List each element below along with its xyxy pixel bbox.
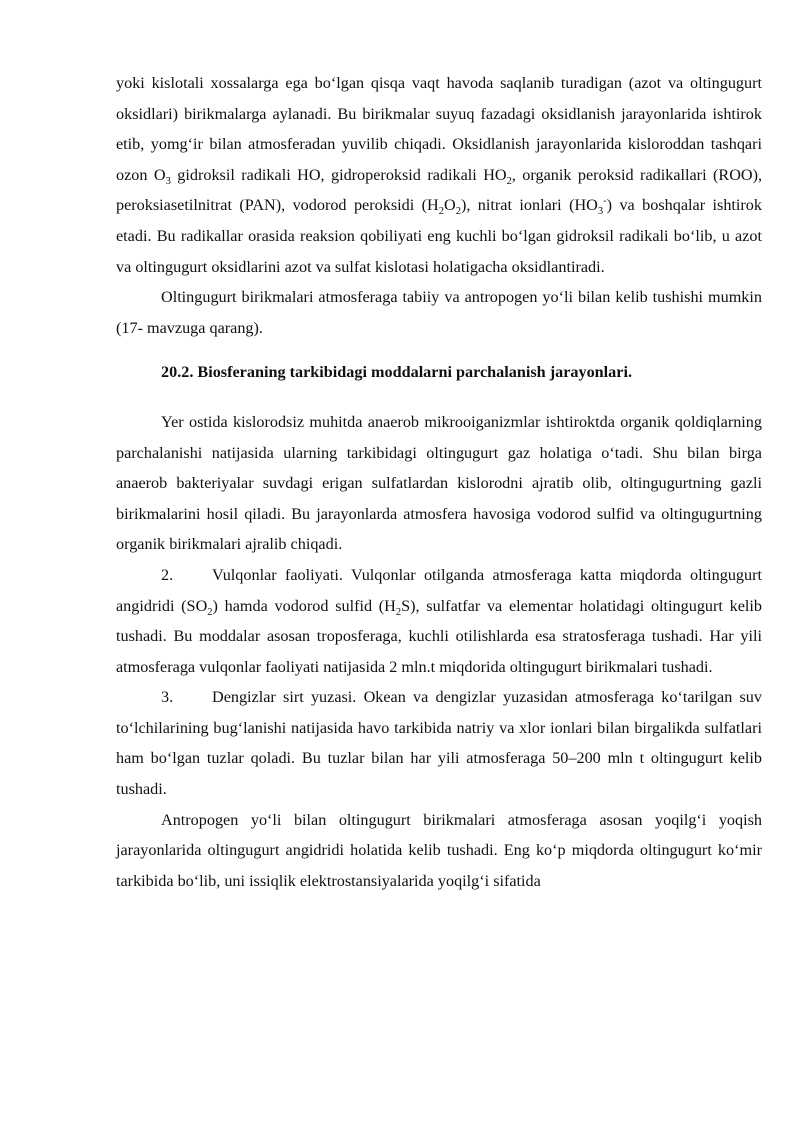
list-number: 3. <box>161 688 174 707</box>
list-number: 2. <box>161 565 174 584</box>
subscript: 2 <box>207 606 213 618</box>
subscript: 2 <box>455 206 461 218</box>
document-page <box>116 68 762 896</box>
text-run: , organik peroksid radikallari (ROO), peroksiasetilnitrat (PAN), vodorod peroksidi (H <box>116 165 763 215</box>
text-run: gidroksil radikali HO, gidroperoksid radikali HO <box>170 165 507 184</box>
subscript: 2 <box>438 206 444 218</box>
text-run: S), sulfatfar va elementar holatidagi oltingugurt kelib tushadi. Bu moddalar asosan troposferaga, kuchli otilishlarda esa stratosferaga tushadi. Har yili atmosferaga vulqonlar faoliyati natijasida 2 mln.t miqdorida oltingugurt birikmalari tushadi. <box>116 596 762 676</box>
text-run: Dengizlar sirt yuzasi. Okean va dengizlar yuzasidan atmosferaga ko‘tarilgan suv to‘lchilarining bug‘lanishi natijasida havo tarkibida natriy va xlor ionlari bilan birgalikda sulfatlari ham bo‘lgan tuzlar qoladi. Bu tuzlar bilan har yili atmosferaga 50–200 mln t oltingugurt kelib tushadi. <box>116 688 762 799</box>
paragraph-oxidation <box>116 68 762 282</box>
list-item-seas <box>116 682 762 804</box>
text-run: ), nitrat ionlari (HO <box>460 196 598 215</box>
text-run: ) va boshqalar ishtirok etadi. Bu radikallar orasida reaksion qobiliyati eng kuchli bo‘lgan gidroksil radikali bo‘lib, u azot va oltingugurt oksidlarini azot va sulfat kislotasi holatigacha oksidlantiradi. <box>116 196 762 276</box>
subscript: 3 <box>597 206 604 218</box>
section-heading: 20.2. Biosferaning tarkibidagi moddalarni parchalanish jarayonlari. <box>161 363 632 382</box>
paragraph-anaerob: Yer ostida kislorodsiz muhitda anaerob mikrooiganizmlar ishtiroktda organik qoldiqlarning parchalanishi natijasida ularning tarkibidagi oltingugurt gaz holatiga o‘tadi. Shu bilan birga anaerob bakteriyalar suvdagi erigan sulfatlardan kislorodni ajratib olib, oltingugurtning gazli birikmalarini hosil qiladi. Bu jarayonlarda atmosfera havosiga vodorod sulfid va oltingugurtning organik birikmalari ajralib chiqadi. <box>116 412 762 554</box>
list-item-volcanoes <box>116 560 762 682</box>
subscript: 2 <box>506 176 512 188</box>
superscript: - <box>603 195 607 207</box>
text-run: ) hamda vodorod sulfid (H <box>212 596 396 615</box>
text-run: Vulqonlar faoliyati. Vulqonlar otilganda atmosferaga katta miqdorda oltingugurt angidridi (SO <box>116 565 762 615</box>
paragraph-anthropogen: Antropogen yo‘li bilan oltingugurt birikmalari atmosferaga asosan yoqilg‘i yoqish jarayonlarida oltingugurt angidridi holatida kelib tushadi. Eng ko‘p miqdorda oltingugurt ko‘mir tarkibida bo‘lib, uni issiqlik elektrostansiyalarida yoqilg‘i sifatida <box>116 810 762 890</box>
subscript: 3 <box>165 176 171 188</box>
text-run: yoki kislotali xossalarga ega bo‘lgan qisqa vaqt havoda saqlanib turadigan (azot va oltingugurt oksidlari) birikmalarga aylanadi. Bu birikmalar suyuq fazadagi oksidlanish jarayonlarida ishtirok etib, yomg‘ir bilan atmosferadan yuvilib chiqadi. Oksidlanish jarayonlarida kisloroddan tashqari ozon O <box>116 74 762 184</box>
subscript: 2 <box>395 606 402 618</box>
text-run: O <box>443 196 456 215</box>
paragraph-sulfur-sources: Oltingugurt birikmalari atmosferaga tabiiy va antropogen yo‘li bilan kelib tushishi mumkin (17- mavzuga qarang). <box>116 288 762 337</box>
